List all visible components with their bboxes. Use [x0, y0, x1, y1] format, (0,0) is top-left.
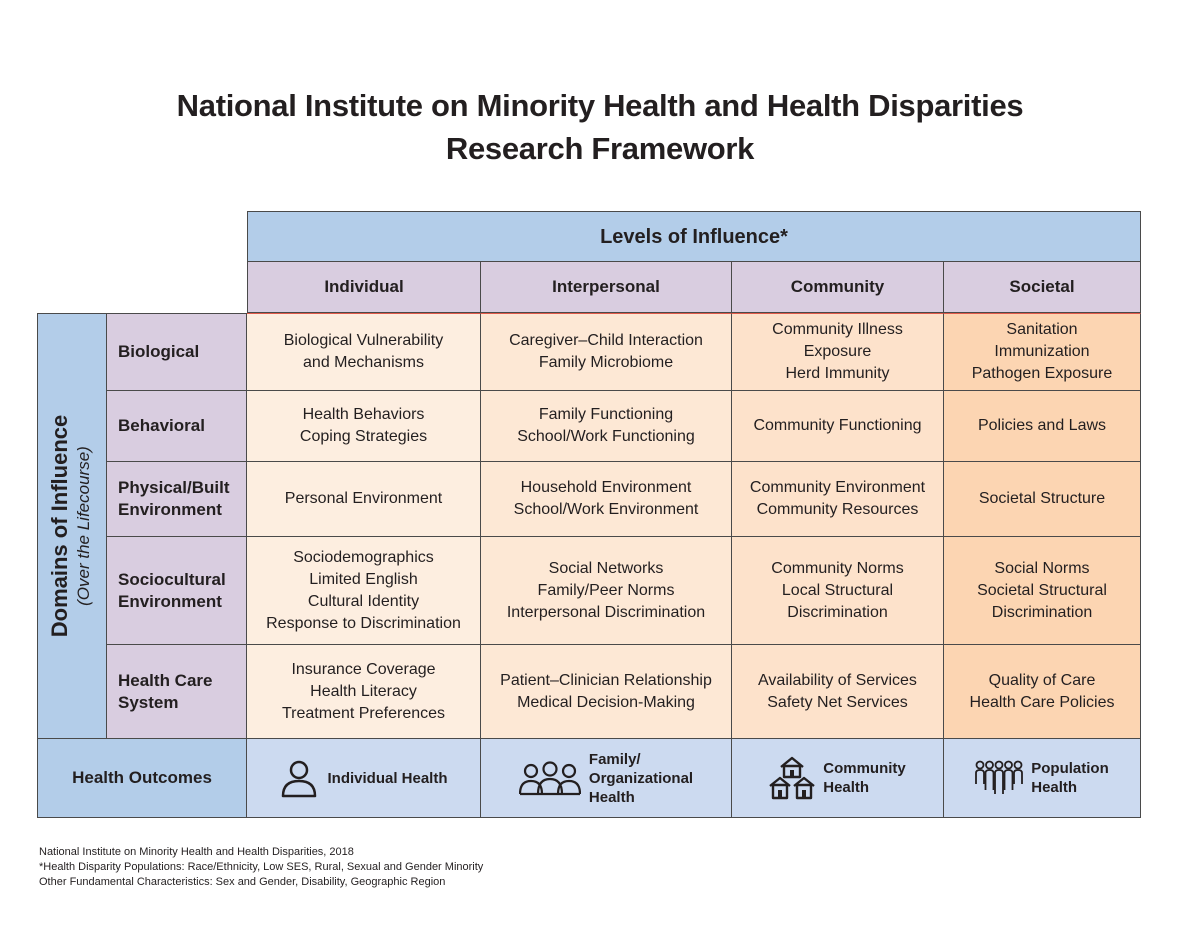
person-icon — [279, 758, 319, 798]
column-header-community: Community — [732, 262, 944, 313]
outcome-text: Family/ Organizational Health — [588, 750, 694, 806]
cell-behavioral-individual: Health Behaviors Coping Strategies — [247, 391, 481, 462]
cell-physical-built-environment-individual: Personal Environment — [247, 462, 481, 537]
cell-behavioral-interpersonal: Family Functioning School/Work Functioning — [481, 391, 732, 462]
domains-subtitle: (Over the Lifecourse) — [74, 446, 94, 606]
cell-sociocultural-environment-individual: Sociodemographics Limited English Cultural Identity Response to Discrimination — [247, 537, 481, 645]
cell-behavioral-societal: Policies and Laws — [944, 391, 1141, 462]
footnote-source: National Institute on Minority Health and Health Disparities, 2018 — [39, 846, 354, 858]
cell-health-care-system-community: Availability of Services Safety Net Services — [732, 645, 944, 739]
domain-label-health-care-system: Health Care System — [107, 645, 247, 739]
cell-health-care-system-interpersonal: Patient–Clinician Relationship Medical Decision-Making — [481, 645, 732, 739]
column-header-interpersonal: Interpersonal — [481, 262, 732, 313]
title-line-2: Research Framework — [445, 131, 755, 166]
outcome-family-organizational-health — [481, 739, 732, 818]
cell-biological-community: Community Illness Exposure Herd Immunity — [732, 313, 944, 391]
cell-health-care-system-individual: Insurance Coverage Health Literacy Treatment Preferences — [247, 645, 481, 739]
cell-physical-built-environment-community: Community Environment Community Resources — [732, 462, 944, 537]
cell-sociocultural-environment-societal: Social Norms Societal Structural Discrimination — [944, 537, 1141, 645]
footnote-characteristics: Other Fundamental Characteristics: Sex and Gender, Disability, Geographic Region — [39, 876, 446, 888]
domain-label-behavioral: Behavioral — [107, 391, 247, 462]
cell-sociocultural-environment-interpersonal: Social Networks Family/Peer Norms Interpersonal Discrimination — [481, 537, 732, 645]
cell-sociocultural-environment-community: Community Norms Local Structural Discrimination — [732, 537, 944, 645]
column-header-societal: Societal — [944, 262, 1141, 313]
family-icon — [519, 760, 581, 796]
column-header-individual: Individual — [247, 262, 481, 313]
footnote-populations: *Health Disparity Populations: Race/Ethnicity, Low SES, Rural, Sexual and Gender Minority — [39, 861, 484, 873]
health-outcomes-label: Health Outcomes — [37, 739, 247, 818]
outcome-individual-health — [247, 739, 481, 818]
cell-health-care-system-societal: Quality of Care Health Care Policies — [944, 645, 1141, 739]
domain-label-biological: Biological — [107, 313, 247, 391]
domains-title: Domains of Influence — [47, 414, 73, 638]
outcome-text: Individual Health — [327, 769, 448, 787]
cell-biological-interpersonal: Caregiver–Child Interaction Family Microbiome — [481, 313, 732, 391]
levels-of-influence-header: Levels of Influence* — [247, 211, 1141, 262]
cell-biological-individual: Biological Vulnerability and Mechanisms — [247, 313, 481, 391]
domain-label-sociocultural-environment: Sociocultural Environment — [107, 537, 247, 645]
page-title — [0, 84, 1200, 170]
outcome-population-health — [944, 739, 1141, 818]
title-line-1: National Institute on Minority Health and Health Disparities — [176, 88, 1024, 123]
outcome-text: Population Health — [1031, 760, 1109, 796]
cell-physical-built-environment-interpersonal: Household Environment School/Work Environment — [481, 462, 732, 537]
domains-of-influence-label — [37, 313, 107, 739]
outcome-text: Community Health — [823, 760, 906, 796]
outcome-community-health — [732, 739, 944, 818]
houses-icon — [769, 755, 815, 801]
population-icon — [975, 760, 1023, 796]
cell-behavioral-community: Community Functioning — [732, 391, 944, 462]
footnotes — [39, 845, 483, 890]
cell-biological-societal: Sanitation Immunization Pathogen Exposure — [944, 313, 1141, 391]
cell-physical-built-environment-societal: Societal Structure — [944, 462, 1141, 537]
domain-label-physical-built-environment: Physical/Built Environment — [107, 462, 247, 537]
